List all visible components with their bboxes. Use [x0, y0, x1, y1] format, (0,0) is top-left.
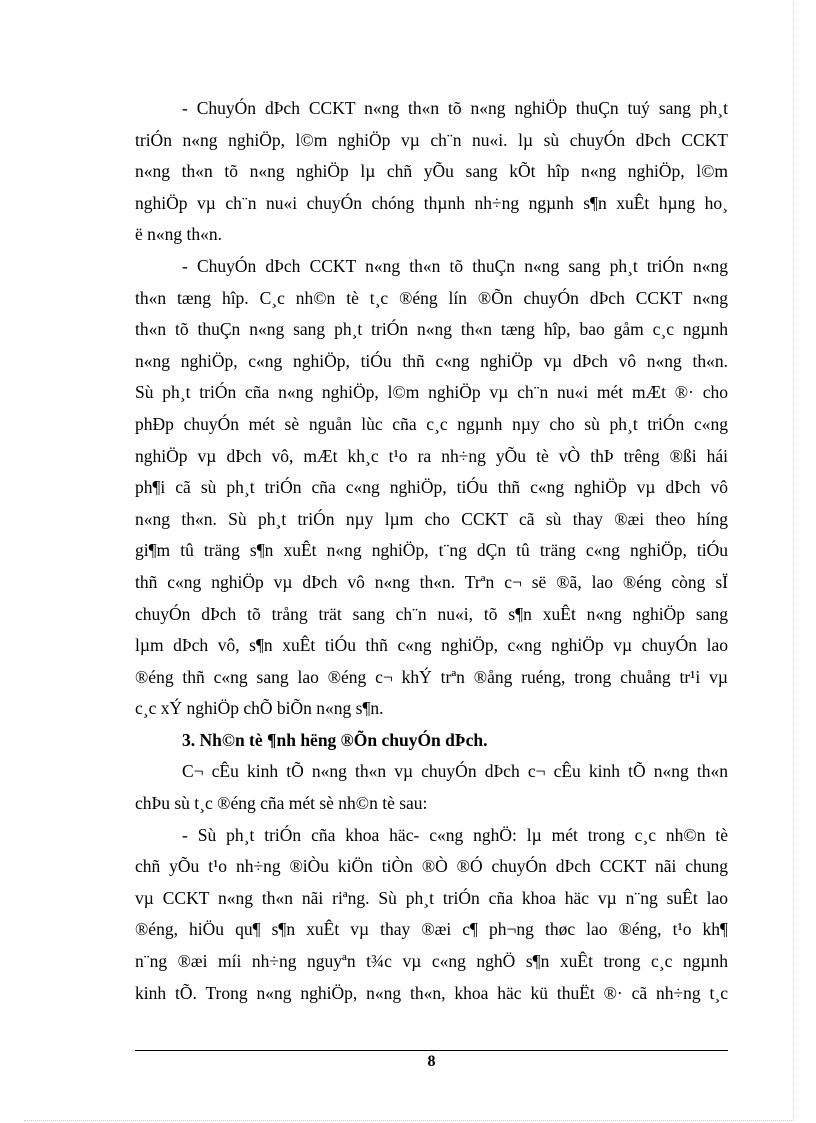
paragraph-3 — [135, 756, 728, 819]
text-line: gi¶m tû träng s¶n xuÊt n«ng nghiÖp, t¨ng dÇn tû träng c«ng nghiÖp, tiÓu — [135, 540, 728, 561]
page-bottom-border — [24, 1120, 794, 1121]
text-line: - ChuyÓn dÞch CCKT n«ng th«n tõ thuÇn n«ng sang ph¸t triÓn n«ng — [182, 255, 728, 276]
text-line: c¸c xÝ nghiÖp chÕ biÕn n«ng s¶n. — [135, 698, 384, 719]
text-line: Sù ph¸t triÓn cña n«ng nghiÖp, l©m nghiÖp vµ ch¨n nu«i mét mÆt ®· cho — [135, 382, 728, 403]
text-line: n«ng nghiÖp, c«ng nghiÖp, tiÓu thñ c«ng nghiÖp vµ dÞch vô n«ng th«n. — [135, 350, 728, 371]
text-line: n¨ng ®æi míi nh÷ng nguyªn t¾c vµ c«ng nghÖ s¶n xuÊt trong c¸c ngµnh — [135, 951, 728, 972]
paragraph-2 — [135, 251, 728, 725]
text-line: ph¶i cã sù ph¸t triÓn cña c«ng nghiÖp, tiÓu thñ c«ng nghiÖp vµ dÞch vô — [135, 477, 728, 498]
text-line: n«ng th«n. Sù ph¸t triÓn nµy lµm cho CCKT cã sù thay ®æi theo híng — [135, 508, 728, 529]
text-line: - Sù ph¸t triÓn cña khoa häc- c«ng nghÖ: lµ mét trong c¸c nh©n tè — [182, 824, 728, 845]
text-line: thñ c«ng nghiÖp vµ dÞch vô n«ng th«n. Trªn c¬ së ®ã, lao ®éng còng sÏ — [135, 571, 728, 592]
paragraph-1 — [135, 93, 728, 251]
text-line: lµm dÞch vô, s¶n xuÊt tiÓu thñ c«ng nghiÖp, c«ng nghiÖp vµ chuyÓn lao — [135, 635, 728, 656]
body-text — [135, 93, 728, 1009]
text-line: triÓn n«ng nghiÖp, l©m nghiÖp vµ ch¨n nu«i. lµ sù chuyÓn dÞch CCKT — [135, 129, 728, 150]
text-line: chñ yÕu t¹o nh÷ng ®iÒu kiÖn tiÒn ®Ò ®Ó chuyÓn dÞch CCKT nãi chung — [135, 856, 728, 877]
text-line: vµ CCKT n«ng th«n nãi riªng. Sù ph¸t triÓn cña khoa häc vµ n¨ng suÊt lao — [135, 887, 728, 908]
text-line: ë n«ng th«n. — [135, 224, 223, 245]
text-line: chÞu sù t¸c ®éng cña mét sè nh©n tè sau: — [135, 793, 428, 814]
text-line: ®éng thñ c«ng sang lao ®éng c¬ khÝ trªn ®ång ruéng, trong chuång tr¹i vµ — [135, 666, 728, 687]
text-line: th«n tõ thuÇn n«ng sang ph¸t triÓn n«ng th«n tæng hîp, bao gåm c¸c ngµnh — [135, 319, 728, 340]
section-heading: 3. Nh©n tè ¶nh hëng ®Õn chuyÓn dÞch. — [182, 729, 488, 750]
text-line: nghiÖp vµ dÞch vô, mÆt kh¸c t¹o ra nh÷ng yÕu tè vÒ thÞ trêng ®ßi hái — [135, 445, 728, 466]
text-line: ®éng, hiÖu qu¶ s¶n xuÊt vµ thay ®æi c¶ ph¬ng thøc lao ®éng, t¹o kh¶ — [135, 919, 728, 940]
paragraph-4 — [135, 820, 728, 1010]
text-line: - ChuyÓn dÞch CCKT n«ng th«n tõ n«ng nghiÖp thuÇn tuý sang ph¸t — [182, 98, 728, 118]
footer-divider — [135, 1050, 728, 1051]
text-line: C¬ cÊu kinh tÕ n«ng th«n vµ chuyÓn dÞch c¬ cÊu kinh tÕ n«ng th«n — [182, 761, 728, 782]
page-right-border — [793, 0, 794, 1121]
text-line: chuyÓn dÞch tõ trång trät sang ch¨n nu«i, tõ s¶n xuÊt n«ng nghiÖp sang — [135, 603, 728, 624]
text-line: nghiÖp vµ ch¨n nu«i chuyÓn chóng thµnh nh÷ng ngµnh s¶n xuÊt hµng ho¸ — [135, 192, 728, 213]
text-line: th«n tæng hîp. C¸c nh©n tè t¸c ®éng lín ®Õn chuyÓn dÞch CCKT n«ng — [135, 287, 728, 308]
text-line: n«ng th«n tõ n«ng nghiÖp lµ chñ yÕu sang kÕt hîp n«ng nghiÖp, l©m — [135, 161, 728, 182]
text-line: phÐp chuyÓn mét sè nguån lùc cña c¸c ngµnh nµy cho sù ph¸t triÓn c«ng — [135, 413, 728, 434]
text-line: kinh tÕ. Trong n«ng nghiÖp, n«ng th«n, khoa häc kü thuËt ®· cã nh÷ng t¸c — [135, 982, 728, 1003]
page-number: 8 — [427, 1053, 436, 1070]
